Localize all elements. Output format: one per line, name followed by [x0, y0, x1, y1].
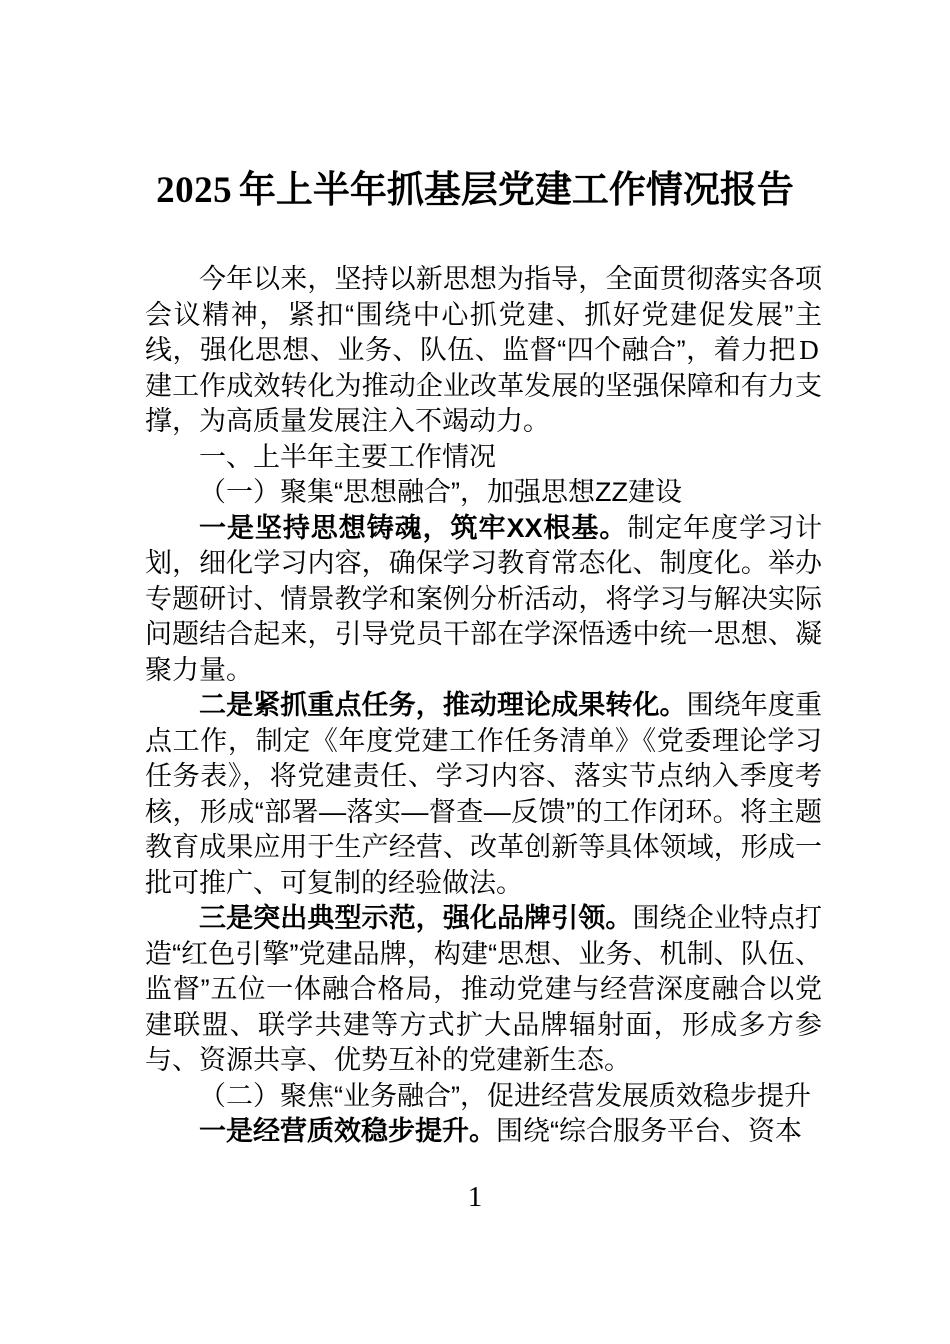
subsection-heading-1-1: （一）聚集“思想融合”，加强思想ZZ建设 [199, 477, 682, 507]
page-number: 1 [467, 1181, 483, 1213]
intro-paragraph [145, 262, 822, 440]
point-paragraph-3 [145, 901, 822, 1079]
point-1-lead: 一是坚持思想铸魂，筑牢XX根基。 [199, 512, 628, 543]
title-text: 年上半年抓基层党建工作情况报告 [238, 169, 794, 210]
point-1-body: 制定年度学习计划，细化学习内容，确保学习教育常态化、制度化。举办专题研讨、情景教学和案例分析活动，将学习与解决实际问题结合起来，引导党员干部在学深悟透中统一思想、凝聚力量。 [145, 512, 822, 685]
title-year: 2025 [156, 170, 233, 211]
point-paragraph-2 [145, 688, 822, 901]
section-heading-1: 一、上半年主要工作情况 [199, 441, 496, 472]
point-2-lead: 二是紧抓重点任务，推动理论成果转化。 [199, 690, 687, 720]
point-2-body: 围绕年度重点工作，制定《年度党建工作任务清单》《党委理论学习任务表》，将党建责任、学习内容、落实节点纳入季度考核，形成“部署—落实—督查—反馈”的工作闭环。将主题教育成果应用于生产经营、改革创新等具体领域，形成一批可推广、可复制的经验做法。 [145, 690, 823, 898]
intro-text-1: 今年以来，坚持以新思想为指导，全面贯彻落实各项会议精神，紧扣“围绕中心抓党建、抓好党建促发展”主线，强化思想、业务、队伍、监督“四个融合”，着力把 [145, 264, 822, 365]
subsection-heading-2-1: （二）聚焦“业务融合”，促进经营发展质效稳步提升 [199, 1080, 811, 1111]
point-3-lead: 三是突出典型示范，强化品牌引领。 [199, 903, 633, 933]
intro-text-2: 建工作成效转化为推动企业改革发展的坚强保障和有力支撑，为高质量发展注入不竭动力。 [145, 370, 822, 436]
document-title [0, 0, 950, 213]
document-body [145, 262, 822, 1150]
point-3-body: 围绕企业特点打造“红色引擎”党建品牌，构建“思想、业务、机制、队伍、监督”五位一体融合格局，推动党建与经营深度融合以党建联盟、联学共建等方式扩大品牌辐射面，形成多方参与、资源共享、优势互补的党建新生态。 [145, 903, 823, 1075]
intro-latin-d: D [799, 335, 819, 365]
point-paragraph-4 [145, 1114, 822, 1150]
point-4-body: 围绕“综合服务平台、资本 [496, 1116, 802, 1146]
point-paragraph-1 [145, 511, 822, 689]
point-4-lead: 一是经营质效稳步提升。 [199, 1116, 496, 1146]
